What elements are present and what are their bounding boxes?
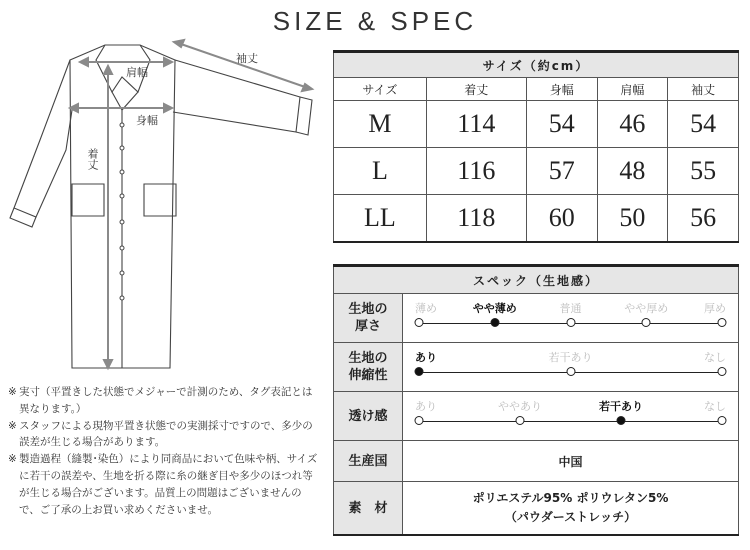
- scale-option-label: やや厚め: [624, 302, 669, 315]
- thickness-label: 生地の 厚さ: [334, 294, 403, 343]
- shoulder-width-label: 肩幅: [126, 66, 148, 79]
- scale-option-label: ややあり: [497, 400, 542, 413]
- spec-table-header: スペック（生地感）: [334, 266, 739, 294]
- garment-illustration: [0, 0, 330, 385]
- stretch-label: 生地の 伸縮性: [334, 343, 403, 392]
- scale-dot: [566, 318, 575, 327]
- note-item: ※ 製造過程（縫製･染色）により同商品において色味や柄、サイズに若干の誤差や、生地を折る際に糸の継ぎ目や多少のほつれ等が生じる場合がございます。品質上の問題はございませんので、ご了承の上お買い求めくださいませ。: [8, 453, 318, 516]
- scale-option-label: 薄め: [415, 302, 437, 315]
- column-header: サイズ: [334, 78, 427, 101]
- body-width-label: 身幅: [136, 114, 158, 127]
- column-header: 袖丈: [668, 78, 739, 101]
- table-row: M 114 54 46 54: [334, 101, 739, 148]
- scale-selected-dot: [616, 416, 625, 425]
- size-table: [333, 50, 739, 243]
- size-table-header: サイズ（約cm）: [334, 52, 739, 78]
- column-header: 身幅: [526, 78, 597, 101]
- spec-table: [333, 264, 739, 536]
- notes: [8, 384, 320, 518]
- scale-option-label: なし: [704, 351, 726, 364]
- coat-left-sleeve: [14, 60, 72, 217]
- scale-dot: [415, 318, 424, 327]
- scale-option-label: あり: [415, 400, 437, 413]
- scale-option-label: 厚め: [704, 302, 726, 315]
- scale-option-label: あり: [415, 351, 437, 364]
- note-item: ※ スタッフによる現物平置き状態での実測採寸ですので、多少の誤差が生じる場合があります。: [8, 419, 313, 449]
- scale-option-label: 若干あり: [548, 351, 593, 364]
- material-value: ポリエステル95% ポリウレタン5% （パウダーストレッチ）: [403, 482, 739, 536]
- scale-dot: [515, 416, 524, 425]
- material-label: 素 材: [334, 482, 403, 536]
- scale-dot: [718, 318, 727, 327]
- column-header: 着丈: [426, 78, 526, 101]
- origin-label: 生産国: [334, 441, 403, 482]
- total-length-label: 着丈: [86, 148, 99, 170]
- scale-selected-dot: [490, 318, 499, 327]
- sheer-scale: [403, 392, 739, 441]
- coat-pocket-left: [72, 184, 104, 216]
- note-item: ※ 実寸（平置きした状態でメジャーで計測のため、タグ表記とは異なります。）: [8, 386, 313, 415]
- table-row: LL 118 60 50 56: [334, 195, 739, 243]
- scale-option-label: 普通: [559, 302, 582, 315]
- column-header: 肩幅: [597, 78, 668, 101]
- coat-right-sleeve: [173, 60, 300, 132]
- scale-option-label: 若干あり: [598, 400, 643, 413]
- scale-dot: [566, 367, 575, 376]
- scale-dot: [642, 318, 651, 327]
- stretch-scale: [403, 343, 739, 392]
- sleeve-length-label: 袖丈: [236, 52, 258, 65]
- scale-dot: [718, 416, 727, 425]
- scale-option-label: やや薄め: [472, 302, 517, 315]
- table-row: L 116 57 48 55: [334, 148, 739, 195]
- scale-dot: [415, 416, 424, 425]
- scale-dot: [718, 367, 727, 376]
- origin-value: 中国: [403, 441, 739, 482]
- page-title: SIZE & SPEC: [272, 6, 478, 36]
- scale-selected-dot: [415, 367, 424, 376]
- sheer-label: 透け感: [334, 392, 403, 441]
- thickness-scale: [403, 294, 739, 343]
- scale-option-label: なし: [704, 400, 726, 413]
- coat-pocket-right: [144, 184, 176, 216]
